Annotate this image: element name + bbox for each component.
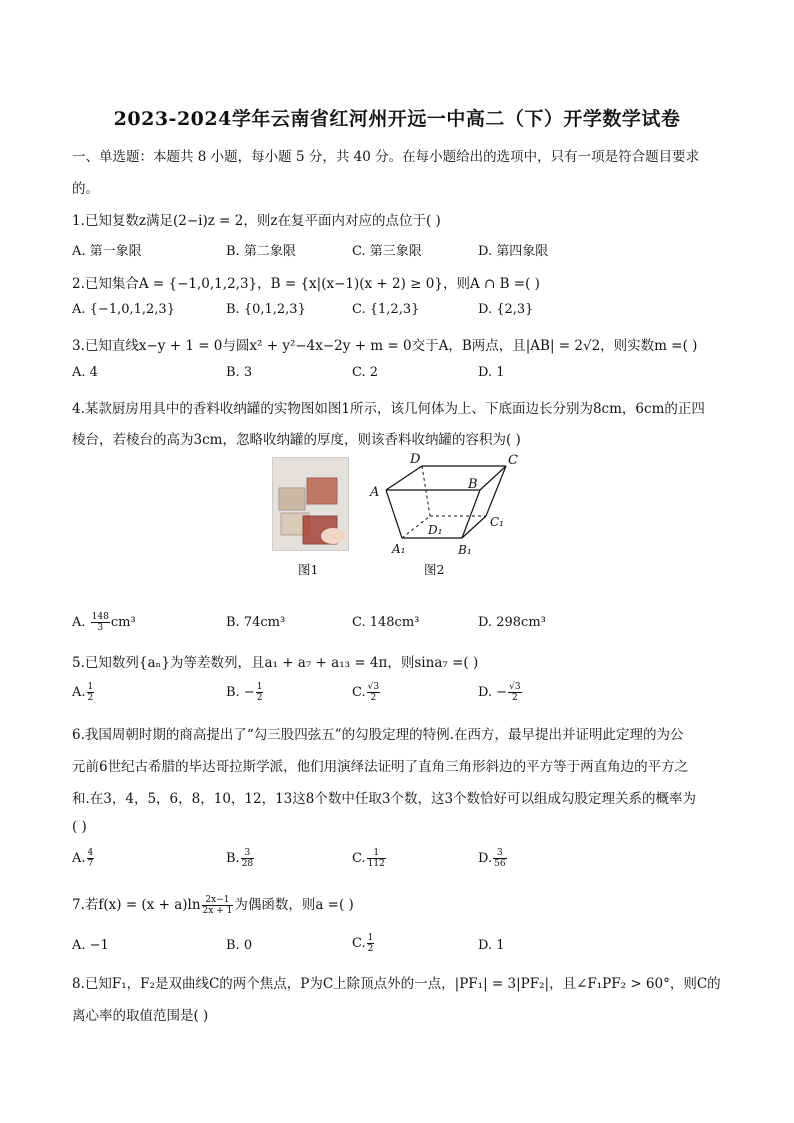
q3-option-d: D. 1 xyxy=(478,365,505,380)
q7-option-c-prefix: C. xyxy=(352,936,366,951)
q6-option-d-prefix: D. xyxy=(478,851,493,866)
q5-option-d xyxy=(478,682,523,703)
q1-option-c: C. 第三象限 xyxy=(352,244,422,259)
q5-option-a-fraction xyxy=(87,682,95,703)
edge-ad xyxy=(386,466,422,490)
q4-option-a xyxy=(72,612,136,633)
label-a: A xyxy=(370,485,380,500)
spice-jar-illustration xyxy=(273,458,348,550)
label-d1: D₁ xyxy=(428,523,443,537)
q6-c-num: 1 xyxy=(367,848,386,859)
q6-option-c xyxy=(352,848,387,869)
edge-a1d1-hidden xyxy=(402,516,430,538)
q2-option-b: B. {0,1,2,3} xyxy=(226,302,306,317)
figure1-caption: 图1 xyxy=(298,562,319,577)
q2-option-d: D. {2,3} xyxy=(478,302,534,317)
q4-stem-line1: 4.某款厨房用具中的香料收纳罐的实物图如图1所示，该几何体为上、下底面边长分别为8cm，6cm的正四 xyxy=(72,401,705,417)
q3-option-a: A. 4 xyxy=(72,365,98,380)
q3-option-c: C. 2 xyxy=(352,365,379,380)
q4-option-a-fraction xyxy=(91,612,110,633)
q5-option-c-prefix: C. xyxy=(352,685,366,700)
q6-stem-line4: ( ) xyxy=(72,819,87,835)
q5-option-c-fraction xyxy=(367,682,380,703)
q6-option-c-fraction xyxy=(367,848,386,869)
q7-stem-part1: 7.若f(x) = (x + a)ln xyxy=(72,897,201,913)
q1-stem: 1.已知复数z满足(2−i)z = 2，则z在复平面内对应的点位于( ) xyxy=(72,213,441,229)
q5-option-b xyxy=(226,682,264,703)
edge-bb1 xyxy=(462,490,480,538)
q6-b-num: 3 xyxy=(241,848,254,859)
edge-cc1 xyxy=(486,466,506,516)
q4-option-a-num: 148 xyxy=(91,612,109,622)
q7-option-b: B. 0 xyxy=(226,938,253,953)
q5-option-a-prefix: A. xyxy=(72,685,86,700)
q4-option-a-prefix: A. xyxy=(72,615,86,630)
q7-stem xyxy=(72,893,354,916)
q2-stem: 2.已知集合A = {−1,0,1,2,3}，B = {x|(x−1)(x + 2) ≥ 0}，则A ∩ B =( ) xyxy=(72,276,540,292)
q6-stem-line3: 和.在3，4，5，6，8，10，12，13这8个数中任取3个数，这3个数恰好可以组成勾股定理关系的概率为 xyxy=(72,791,697,807)
q6-option-b-fraction xyxy=(241,848,254,869)
q5-a-num: 1 xyxy=(87,682,94,692)
q7-option-c xyxy=(352,933,375,954)
edge-aa1 xyxy=(386,490,402,538)
q3-stem: 3.已知直线x−y + 1 = 0与圆x² + y²−4x−2y + m = 0交于A，B两点，且|AB| = 2√2，则实数m =( ) xyxy=(72,338,698,354)
q6-d-num: 3 xyxy=(493,848,506,859)
q5-b-num: 1 xyxy=(256,682,263,692)
label-b: B xyxy=(468,477,478,492)
label-a1: A₁ xyxy=(392,542,406,556)
q2-option-c: C. {1,2,3} xyxy=(352,302,420,317)
q8-stem-line2: 离心率的取值范围是( ) xyxy=(72,1008,209,1024)
q1-option-b: B. 第二象限 xyxy=(226,244,296,259)
q6-stem-line2: 元前6世纪古希腊的毕达哥拉斯学派，他们用演绎法证明了直角三角形斜边的平方等于两直角边的平方之 xyxy=(72,759,689,775)
q6-option-d xyxy=(478,848,508,869)
q6-a-den: 7 xyxy=(87,859,94,869)
q5-c-num: √3 xyxy=(367,682,380,692)
q7-frac-num: 2x−1 xyxy=(202,895,234,906)
q5-d-num: √3 xyxy=(509,682,521,692)
q6-d-den: 56 xyxy=(494,859,506,869)
q4-option-a-den: 3 xyxy=(97,623,104,633)
q5-c-den: 2 xyxy=(370,693,377,703)
q7-option-c-fraction xyxy=(367,933,375,954)
q5-option-d-fraction xyxy=(508,682,521,703)
q5-option-c xyxy=(352,682,381,703)
section-heading-line1: 一、单选题：本题共 8 小题，每小题 5 分，共 40 分。在每小题给出的选项中，只有一项是符合题目要求 xyxy=(72,149,700,165)
q5-option-a xyxy=(72,682,95,703)
q1-option-a: A. 第一象限 xyxy=(72,244,142,259)
q6-option-a-prefix: A. xyxy=(72,851,86,866)
q6-option-a-fraction xyxy=(87,848,95,869)
q7-c-num: 1 xyxy=(367,933,374,943)
q7-stem-part2: 为偶函数，则a =( ) xyxy=(234,897,354,913)
label-d: D xyxy=(410,452,421,467)
q2-option-a: A. {−1,0,1,2,3} xyxy=(72,302,175,317)
q7-frac-den: 2x + 1 xyxy=(202,906,233,916)
q1-option-d: D. 第四象限 xyxy=(478,244,549,259)
q5-option-d-prefix: D. − xyxy=(478,685,508,700)
q5-option-b-prefix: B. − xyxy=(226,685,255,700)
label-b1: B₁ xyxy=(458,543,472,557)
figure2-caption: 图2 xyxy=(424,562,445,577)
edge-bc xyxy=(480,466,506,490)
q3-option-b: B. 3 xyxy=(226,365,253,380)
q4-option-c: C. 148cm³ xyxy=(352,615,420,630)
q7-log-fraction xyxy=(202,895,234,916)
q6-option-b xyxy=(226,848,255,869)
section-heading-line2: 的。 xyxy=(72,181,99,197)
label-c1: C₁ xyxy=(490,515,504,529)
q6-option-c-prefix: C. xyxy=(352,851,366,866)
q7-option-d: D. 1 xyxy=(478,938,505,953)
q6-option-b-prefix: B. xyxy=(226,851,240,866)
q6-stem-line1: 6.我国周朝时期的商高提出了“勾三股四弦五”的勾股定理的特例.在西方，最早提出并证明此定理的为公 xyxy=(72,727,684,743)
q6-option-d-fraction xyxy=(493,848,506,869)
q7-c-den: 2 xyxy=(367,944,374,954)
q7-option-a: A. −1 xyxy=(72,938,109,953)
page-title: 2023-2024学年云南省红河州开远一中高二（下）开学数学试卷 xyxy=(113,108,681,130)
q6-b-den: 28 xyxy=(241,859,254,869)
q5-d-den: 2 xyxy=(511,693,518,703)
spice-jar-photo xyxy=(272,457,349,551)
q5-stem: 5.已知数列{aₙ}为等差数列，且a₁ + a₇ + a₁₃ = 4π，则sina₇ =( ) xyxy=(72,655,479,671)
q5-option-b-fraction xyxy=(256,682,264,703)
q8-stem-line1: 8.已知F₁，F₂是双曲线C的两个焦点，P为C上除顶点外的一点，|PF₁| = 3|PF₂|，且∠F₁PF₂ > 60°，则C的 xyxy=(72,976,721,992)
q5-a-den: 2 xyxy=(87,693,94,703)
q4-option-b: B. 74cm³ xyxy=(226,615,286,630)
label-c: C xyxy=(508,453,518,468)
q5-b-den: 2 xyxy=(256,693,263,703)
q4-option-d: D. 298cm³ xyxy=(478,615,546,630)
q6-c-den: 112 xyxy=(367,859,385,869)
frustum-diagram xyxy=(362,450,518,560)
q6-a-num: 4 xyxy=(87,848,94,858)
q4-stem-line2: 棱台，若棱台的高为3cm，忽略收纳罐的厚度，则该香料收纳罐的容积为( ) xyxy=(72,432,521,448)
edge-dd1-hidden xyxy=(422,466,430,516)
q4-option-a-unit: cm³ xyxy=(110,615,136,630)
q6-option-a xyxy=(72,848,95,869)
